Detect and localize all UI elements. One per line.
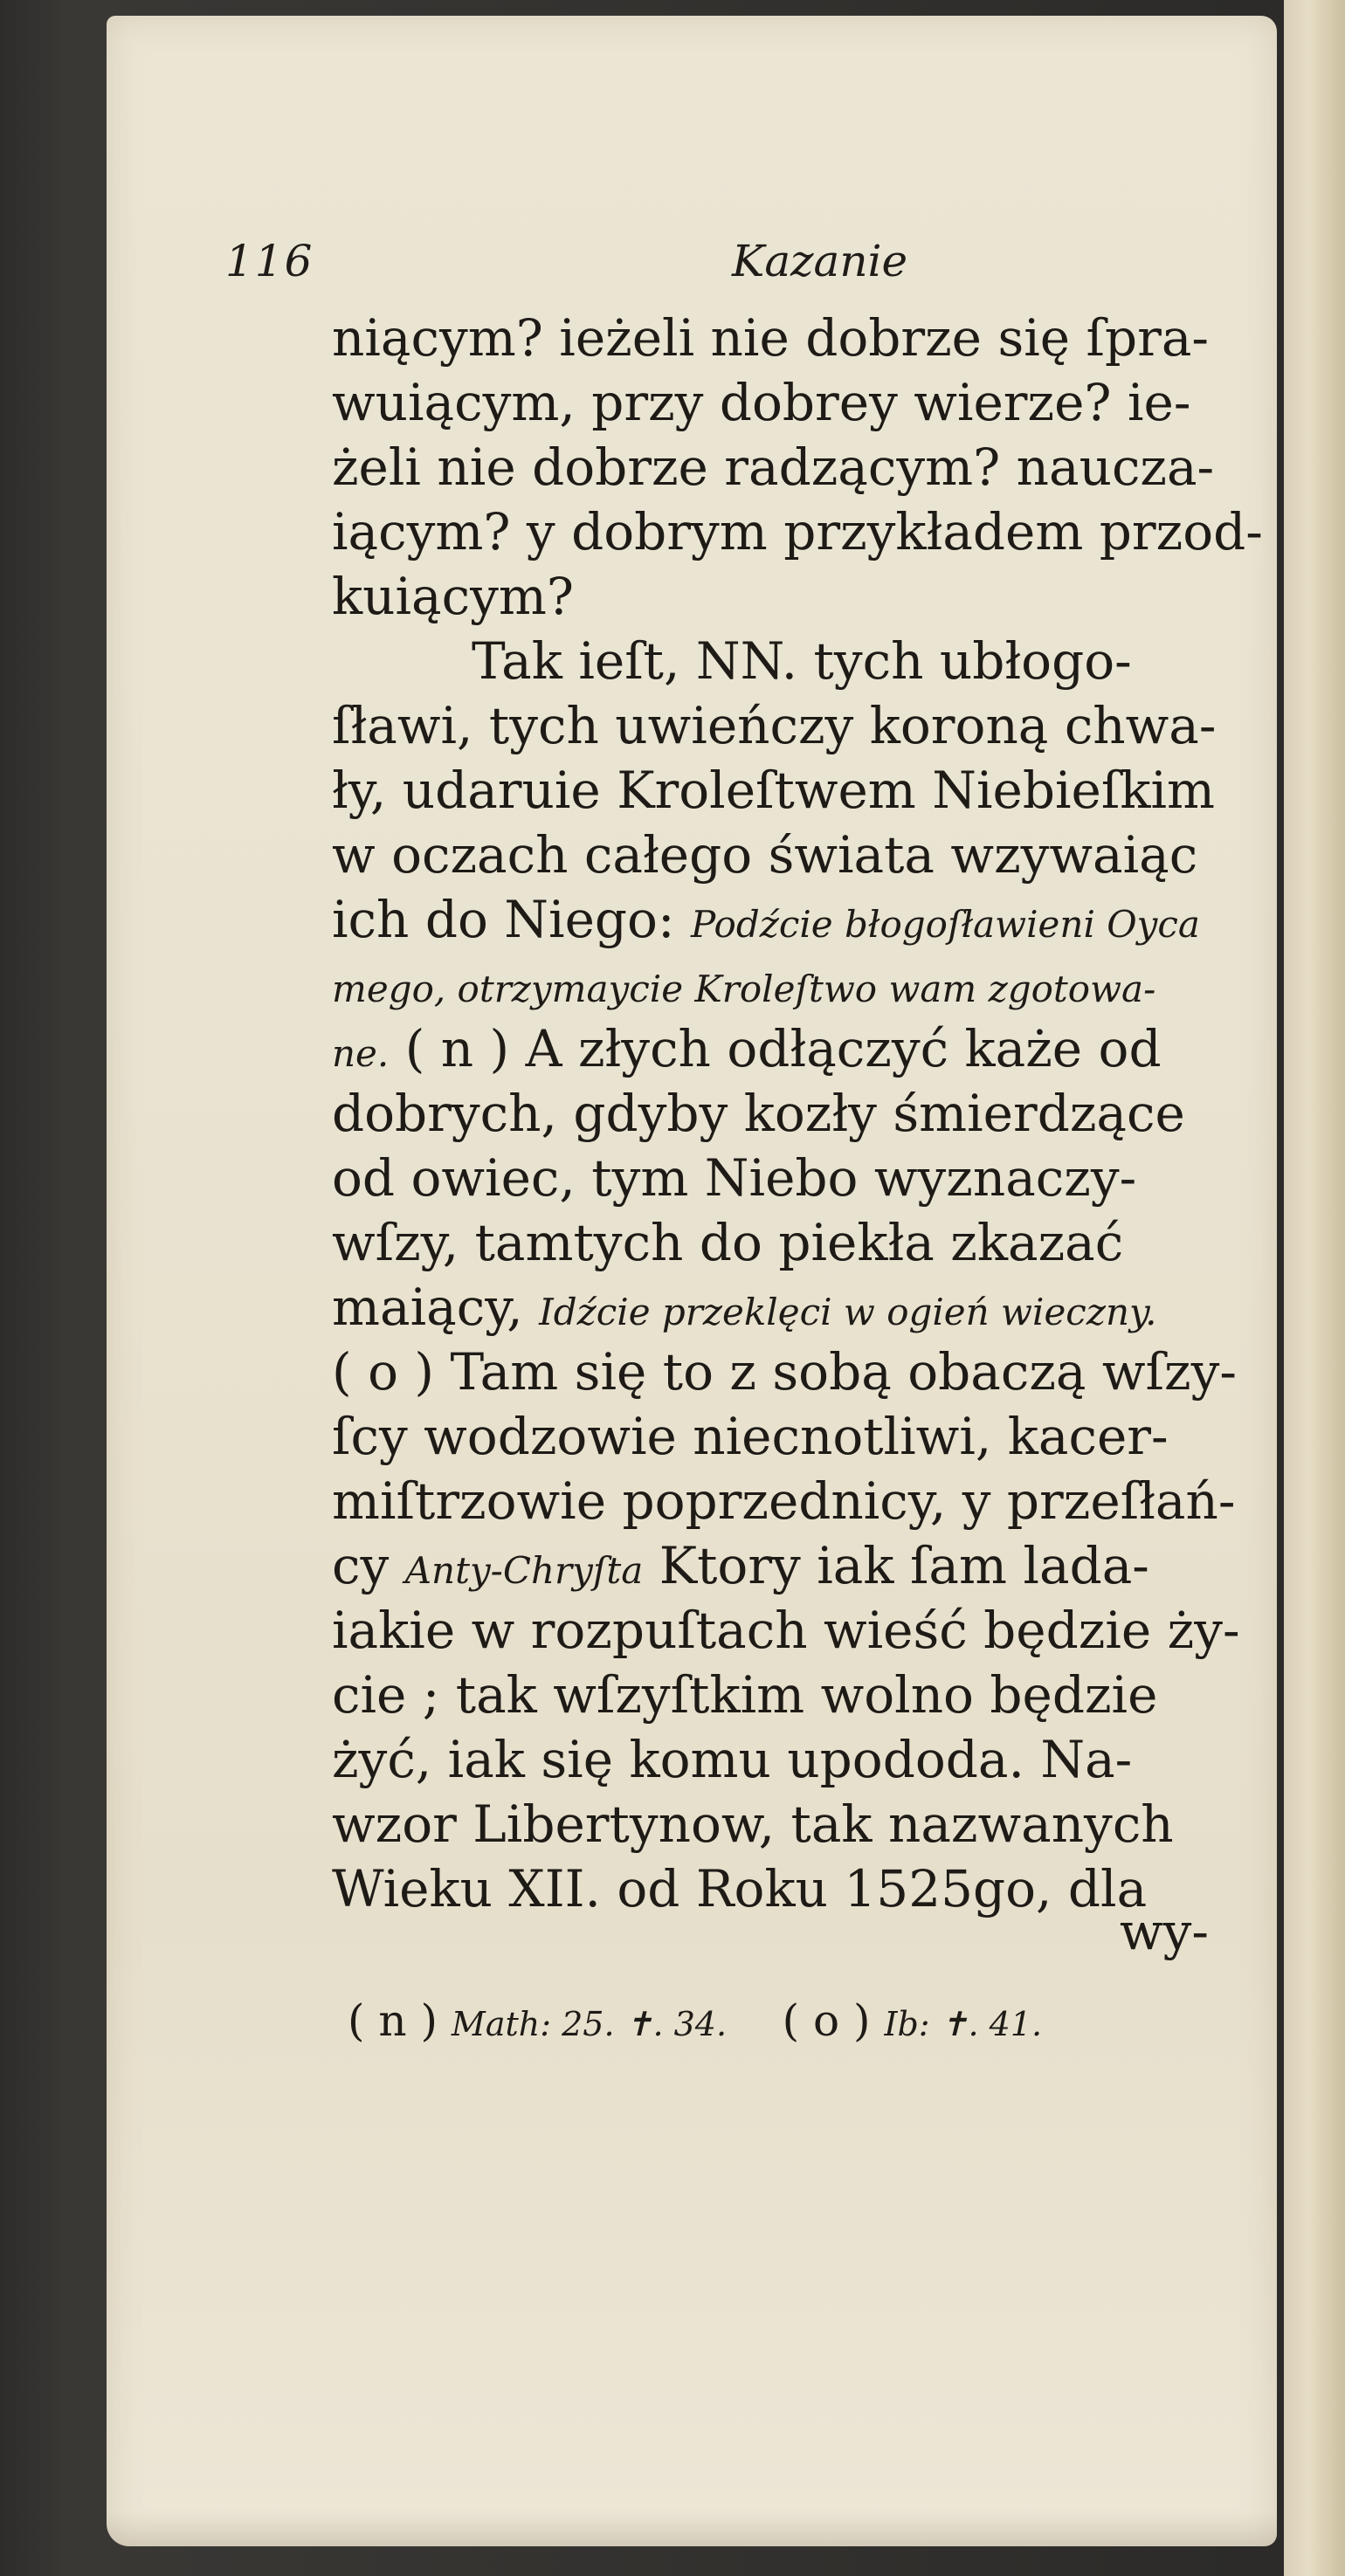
text-line (332, 1016, 1258, 1081)
next-page-edge (1284, 0, 1345, 2576)
italic-quotation: mego, otrzymaycie Kroleſtwo wam zgotowa- (332, 968, 1156, 1010)
text-run: cy (332, 1536, 405, 1595)
text-line: iakie w rozpuſtach wieść będzie ży- (332, 1601, 1240, 1660)
text-run: maiący, (332, 1278, 540, 1337)
text-line: żeli nie dobrze radzącym? naucza- (332, 437, 1215, 497)
italic-quotation: Idźcie przeklęci w ogień wieczny. (539, 1291, 1157, 1333)
text-line: iącym? y dobrym przykładem przod- (332, 502, 1263, 561)
running-title: Kazanie (732, 236, 908, 286)
text-line: cie ; tak wſzyſtkim wolno będzie (332, 1665, 1158, 1725)
text-line: kuiącym? (332, 567, 574, 626)
footnote-mark-o: ( o ) (782, 1995, 871, 2046)
text-line: żyć, iak się komu upododa. Na- (332, 1730, 1133, 1789)
footnotes (348, 1995, 1273, 2046)
page-number: 116 (225, 236, 314, 286)
text-line: w oczach całego świata wzywaiąc (332, 825, 1198, 885)
text-line: od owiec, tym Niebo wyznaczy- (332, 1148, 1137, 1208)
text-line: ły, udaruie Kroleſtwem Niebieſkim (332, 761, 1216, 820)
text-line: niącym? ieżeli nie dobrze się ſpra- (332, 308, 1210, 368)
text-line: wſzy, tamtych do piekła zkazać (332, 1213, 1124, 1272)
text-line: Wieku XII. od Roku 1525go, dla (332, 1859, 1148, 1918)
text-line (332, 952, 1258, 1016)
text-line: dobrych, gdyby kozły śmierdzące (332, 1084, 1185, 1143)
body-text (332, 306, 1263, 1921)
text-run: ( n ) A złych odłączyć każe od (389, 1019, 1162, 1078)
footnote-ref-n: Math: 25. ✝. 34. (451, 2005, 728, 2043)
text-line: ( o ) Tam się to z sobą obaczą wſzy- (332, 1342, 1237, 1402)
italic-quotation: ne. (332, 1032, 390, 1075)
footnote-ref-o: Ib: ✝. 41. (884, 2005, 1043, 2043)
text-line: miſtrzowie poprzednicy, y przeſłań- (332, 1471, 1236, 1531)
paragraph-start-line: Tak ieſt, NN. tych ubłogo- (472, 631, 1132, 691)
catchword: wy- (1120, 1902, 1210, 1961)
text-line: ſławi, tych uwieńczy koroną chwa- (332, 696, 1217, 755)
footnote-mark-n: ( n ) (348, 1995, 438, 2046)
text-line (332, 1533, 1258, 1598)
text-line: wuiącym, przy dobrey wierze? ie- (332, 373, 1191, 432)
text-line (332, 887, 1258, 952)
text-run: Ktory iak ſam lada- (643, 1536, 1149, 1595)
text-line: ſcy wodzowie niecnotliwi, kacer- (332, 1407, 1169, 1466)
page-header (225, 236, 1273, 297)
text-line: wzor Libertynow, tak nazwanych (332, 1794, 1174, 1854)
text-run: ich do Niego: (332, 890, 691, 949)
italic-name: Anty-Chryſta (404, 1549, 644, 1592)
italic-quotation: Podźcie błogoſławieni Oyca (690, 903, 1200, 946)
text-line (332, 1275, 1258, 1340)
